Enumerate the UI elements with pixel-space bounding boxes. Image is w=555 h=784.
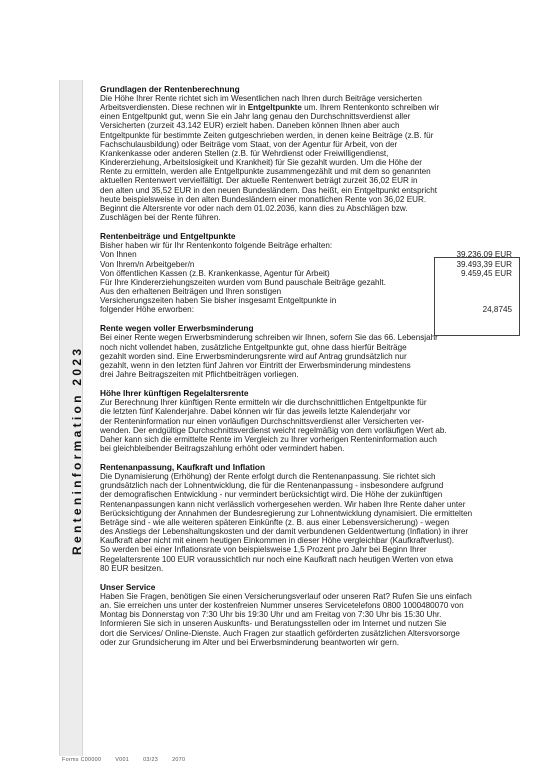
paragraph-line: So werden bei einer Inflationsrate von beispielsweise 1,5 Prozent pro Jahr bei Beginn Ihrer xyxy=(100,545,427,555)
section-heading: Rente wegen voller Erwerbsminderung xyxy=(100,323,254,334)
paragraph-line: 80 EUR besitzen. xyxy=(100,563,164,573)
paragraph-line: Berücksichtigung der Annahmen der Bundesregierung zur Lohnentwicklung dynamisiert. Die ermittelten xyxy=(100,508,473,518)
vertical-document-title: Renteninformation 2023 xyxy=(70,345,84,555)
paragraph-line: gezahlt, wenn in den letzten fünf Jahren vor Eintritt der Erwerbsminderung mindestens xyxy=(100,360,411,370)
entgeltpunkte-total-value: 24,8745 xyxy=(482,305,512,315)
document-body xyxy=(100,84,518,647)
paragraph-line: Beträge sind - wie alle weiteren späteren Einkünfte (z. B. aus einer Lebensversicherung) - wegen xyxy=(100,517,450,527)
paragraph-line: Kaufkraft aber nicht mit einem heutigen Einkommen in dieser Höhe vergleichbar (Kaufkraftverlust). xyxy=(100,536,455,546)
paragraph-line: Zur Berechnung Ihrer künftigen Rente ermitteln wir die durchschnittlichen Entgeltpunkte für xyxy=(100,398,427,408)
paragraph-line: oder zur Grundsicherung im Alter und bei Erwerbsminderung beantworten wir gern. xyxy=(100,637,399,647)
paragraph-line: Rentenanpassungen kann nicht verlässlich vorhergesehen werden. Wir haben Ihre Rente daher unter xyxy=(100,499,466,509)
form-footer xyxy=(62,757,199,763)
contribution-row: Von öffentlichen Kassen (z.B. Krankenkasse, Agentur für Arbeit) 9.459,45 EUR xyxy=(100,269,518,278)
contribution-row: Von Ihnen 39.236,09 EUR xyxy=(100,250,518,259)
section-heading: Rentenbeiträge und Entgeltpunkte xyxy=(100,231,236,242)
entgeltpunkte-total-row: folgender Höhe erworben: 24,8745 xyxy=(100,305,518,314)
section-heading: Rentenanpassung, Kaufkraft und Inflation xyxy=(100,462,266,473)
paragraph-line: wenden. Der endgültige Durchschnittsverdienst weicht regelmäßig von dem vorläufigen Wert ab. xyxy=(100,425,447,435)
paragraph-line: Zuschlägen bei der Rente führen. xyxy=(100,213,221,223)
form-id: Forms C00000 xyxy=(62,757,102,763)
paragraph-line: Die Dynamisierung (Erhöhung) der Rente erfolgt durch die Rentenanpassung. Sie richtet sich xyxy=(100,472,436,482)
paragraph-line: Arbeitsverdiensten. Diese rechnen wir in Entgeltpunkte um. Ihrem Rentenkonto schreiben wir xyxy=(100,103,440,113)
paragraph-line: Montag bis Donnerstag von 7:30 Uhr bis 19:30 Uhr und am Freitag von 7:30 Uhr bis 15:30 Uhr. xyxy=(100,610,442,620)
paragraph-line: Beginnt die Altersrente vor oder nach dem 01.02.2036, kann dies zu Abschlägen bzw. xyxy=(100,203,408,213)
bold-term: Entgeltpunkte xyxy=(247,103,302,113)
section-heading: Unser Service xyxy=(100,581,156,592)
section-service xyxy=(100,582,518,647)
section-rentenanpassung xyxy=(100,462,518,573)
paragraph-line: Krankenkasse oder anderen Stellen (z.B. für Wehrdienst oder Freiwilligendienst, xyxy=(100,148,389,158)
section-regelaltersrente xyxy=(100,388,518,453)
paragraph-line: grundsätzlich nach der Lohnentwicklung, die für die Rentenanpassung - insbesondere aufgrund xyxy=(100,481,444,491)
contribution-row: Von Ihrem/n Arbeitgeber/n 39.493,39 EUR xyxy=(100,260,518,269)
contribution-value: 9.459,45 EUR xyxy=(460,268,512,278)
section-grundlagen xyxy=(100,84,518,222)
paragraph-line: Haben Sie Fragen, benötigen Sie einen Versicherungsverlauf oder unseren Rat? Rufen Sie uns einfach xyxy=(100,591,472,601)
form-code: 2070 xyxy=(172,757,186,763)
paragraph-line: Entgeltpunkte für bestimmte Zeiten gutgeschrieben werden, in denen keine Beiträge (z.B. für xyxy=(100,130,434,140)
paragraph-line: dort die Services/ Online-Dienste. Auch Fragen zur staatlich geförderten zusätzlichen Altersvorsorge xyxy=(100,628,460,638)
contribution-value: 39.236,09 EUR xyxy=(456,250,512,260)
paragraph-line: der Renteninformation nur einen vorläufigen Durchschnittsverdienst aller Versicherten ver- xyxy=(100,416,425,426)
form-version: V001 xyxy=(115,757,130,763)
paragraph-line: die letzten fünf Kalenderjahre. Dabei können wir für das jeweils letzte Kalenderjahr vor xyxy=(100,407,411,417)
form-date: 03/23 xyxy=(143,757,159,763)
contributions-frame xyxy=(434,257,520,336)
paragraph-line: noch nicht vollendet haben, zusätzliche Entgeltpunkte gut, ohne dass hierfür Beiträge xyxy=(100,342,407,352)
paragraph-line: Aus den erhaltenen Beiträgen und Ihren sonstigen xyxy=(100,286,282,296)
paragraph-line: Versicherungszeiten haben Sie bisher insgesamt Entgeltpunkte in xyxy=(100,296,337,306)
section-heading: Höhe Ihrer künftigen Regelaltersrente xyxy=(100,388,249,399)
paragraph-line: Die Höhe Ihrer Rente richtet sich im Wesentlichen nach Ihren durch Beiträge versicherten xyxy=(100,94,422,103)
paragraph-line: aktuellen Rentenwert vervielfältigt. Der aktuelle Rentenwert beträgt zurzeit 36,02 EUR in xyxy=(100,176,418,186)
paragraph-line: an. Sie erreichen uns unter der kostenfreien Nummer unseres Servicetelefons 0800 1000480070 von xyxy=(100,601,464,611)
contribution-value: 39.493,39 EUR xyxy=(456,259,512,269)
paragraph-line: Informieren Sie sich in unseren Auskunfts- und Beratungsstellen oder im Internet und nutzen Sie xyxy=(100,619,447,629)
paragraph-line: Regelaltersrente 100 EUR voraussichtlich nur noch eine Kaufkraft nach heutigen Werten von etwa xyxy=(100,554,454,564)
paragraph-line: Kindererziehung, Arbeitslosigkeit und Krankheit) für Sie gezahlt wurden. Um die Höhe der xyxy=(100,158,423,168)
paragraph-line: einen Entgeltpunkt gut, wenn Sie ein Jahr lang genau den Durchschnittsverdienst aller xyxy=(100,112,411,122)
paragraph-line: Rente zu ermitteln, werden alle Entgeltpunkte zusammengezählt und mit dem so genannten xyxy=(100,167,431,177)
paragraph-line: Daher kann sich die ermittelte Rente im Vergleich zu Ihrer vorherigen Renteninformation auch xyxy=(100,434,437,444)
paragraph-line: Bei einer Rente wegen Erwerbsminderung schreiben wir Ihnen, sofern Sie das 66. Lebensjahr xyxy=(100,333,438,343)
section-heading: Grundlagen der Rentenberechnung xyxy=(100,84,240,94)
paragraph-line: der demografischen Entwicklung - nur vermindert berücksichtigt wird. Die Höhe der zukünftigen xyxy=(100,490,443,500)
paragraph-line: gezahlt worden sind. Eine Erwerbsminderungsrente wird auf Antrag grundsätzlich nur xyxy=(100,351,407,361)
paragraph-line: bei gleichbleibender Beitragszahlung erhöht oder vermindert haben. xyxy=(100,444,345,453)
paragraph-line: Fachschulausbildung) oder Beiträge vom Staat, von der Agentur für Arbeit, von der xyxy=(100,139,398,149)
paragraph-line: des Anstiegs der Lebenshaltungskosten und der damit verbundenen Geldentwertung (Inflation) in ihrer xyxy=(100,527,469,537)
paragraph-line: den alten und 35,52 EUR in den neuen Bundesländern. Das heißt, ein Entgeltpunkt entspricht xyxy=(100,185,437,195)
paragraph-line: Versicherten (zurzeit 43.142 EUR) erzielt haben. Daneben können Ihnen aber auch xyxy=(100,121,400,131)
paragraph-line: heute beispielsweise in den alten Bundesländern einer monatlichen Rente von 36,02 EUR. xyxy=(100,194,427,204)
paragraph-line: Für Ihre Kindererziehungszeiten wurden vom Bund pauschale Beiträge gezahlt. xyxy=(100,277,386,287)
paragraph-line: Bisher haben wir für Ihr Rentenkonto folgende Beiträge erhalten: xyxy=(100,241,333,251)
paragraph-line: drei Jahre Beitragszeiten mit Pflichtbeiträgen vorliegen. xyxy=(100,370,299,380)
